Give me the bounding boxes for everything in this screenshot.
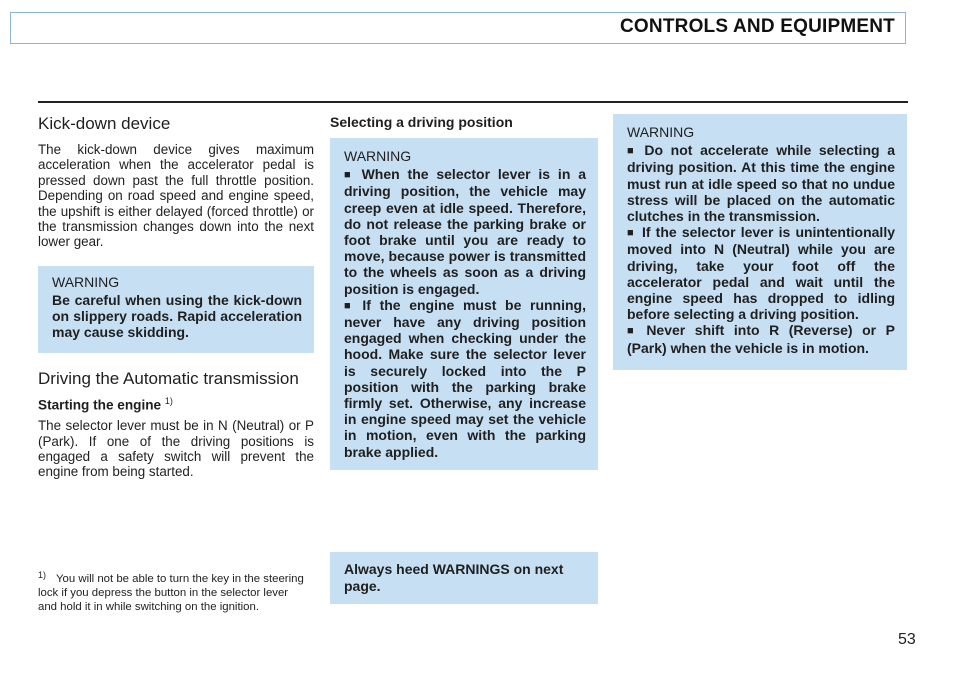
warning-bullet: ■ Never shift into R (Reverse) or P (Park) when the vehicle is in motion. — [627, 322, 895, 355]
warning-label: WARNING — [344, 148, 412, 164]
right-warning — [613, 114, 907, 370]
warning-bullet: ■ When the selector lever is in a driving position, the vehicle may creep even at idle speed. Therefore, do not release the parking brake or foot brake until you are ready to move, because power is transmitted to the wheels as soon as a driving position is engaged. — [344, 166, 586, 297]
starting-heading — [38, 396, 314, 413]
right-column — [613, 114, 907, 370]
section-title: CONTROLS AND EQUIPMENT — [620, 16, 895, 37]
always-heed-notice: Always heed WARNINGS on next page. — [330, 552, 598, 604]
header-bar — [10, 12, 906, 44]
starting-footnote-ref: 1) — [164, 395, 173, 406]
automatic-heading: Driving the Automatic transmission — [38, 368, 299, 388]
left-column — [38, 112, 314, 613]
selecting-warning — [330, 138, 598, 470]
starting-heading-text: Starting the engine — [38, 397, 162, 413]
footnote-text: You will not be able to turn the key in the steering lock if you depress the button in the selector lever and hold it in while switching on the ignition. — [38, 573, 304, 613]
header-rule — [38, 101, 908, 103]
page-number: 53 — [898, 631, 916, 648]
kickdown-warning — [38, 266, 314, 353]
kickdown-warning-text: Be careful when using the kick-down on slippery roads. Rapid acceleration may cause skidding. — [52, 292, 302, 341]
kickdown-body: The kick-down device gives maximum acceleration when the accelerator pedal is pressed down past the full throttle position. Depending on road speed and engine speed, the upshift is either delayed (forced throttle) or the transmission changes down into the next lower gear. — [38, 142, 314, 250]
starting-body: The selector lever must be in N (Neutral) or P (Park). If one of the driving positions is engaged a safety switch will prevent the engine from being started. — [38, 418, 314, 480]
warning-bullet: ■ If the engine must be running, never have any driving position engaged when checking under the hood. Make sure the selector lever is securely locked into the P position with the parking brake firmly set. Otherwise, any increase in engine speed may set the vehicle in motion, even with the parking brake applied. — [344, 297, 586, 460]
warning-label: WARNING — [627, 124, 695, 140]
footnote — [38, 568, 306, 614]
footnote-mark: 1) — [38, 570, 47, 580]
selecting-heading: Selecting a driving position — [330, 114, 513, 130]
kickdown-heading: Kick-down device — [38, 114, 171, 133]
warning-bullet: ■ If the selector lever is unintentionally moved into N (Neutral) while you are driving, take your foot off the accelerator pedal and wait until the engine speed has dropped to idling before selecting a driving position. — [627, 224, 895, 322]
warning-bullet: ■ Do not accelerate while selecting a driving position. At this time the engine must run at idle speed so that no undue stress will be placed on the automatic clutches in the transmission. — [627, 142, 895, 224]
warning-label: WARNING — [52, 273, 120, 290]
middle-column — [330, 112, 598, 594]
